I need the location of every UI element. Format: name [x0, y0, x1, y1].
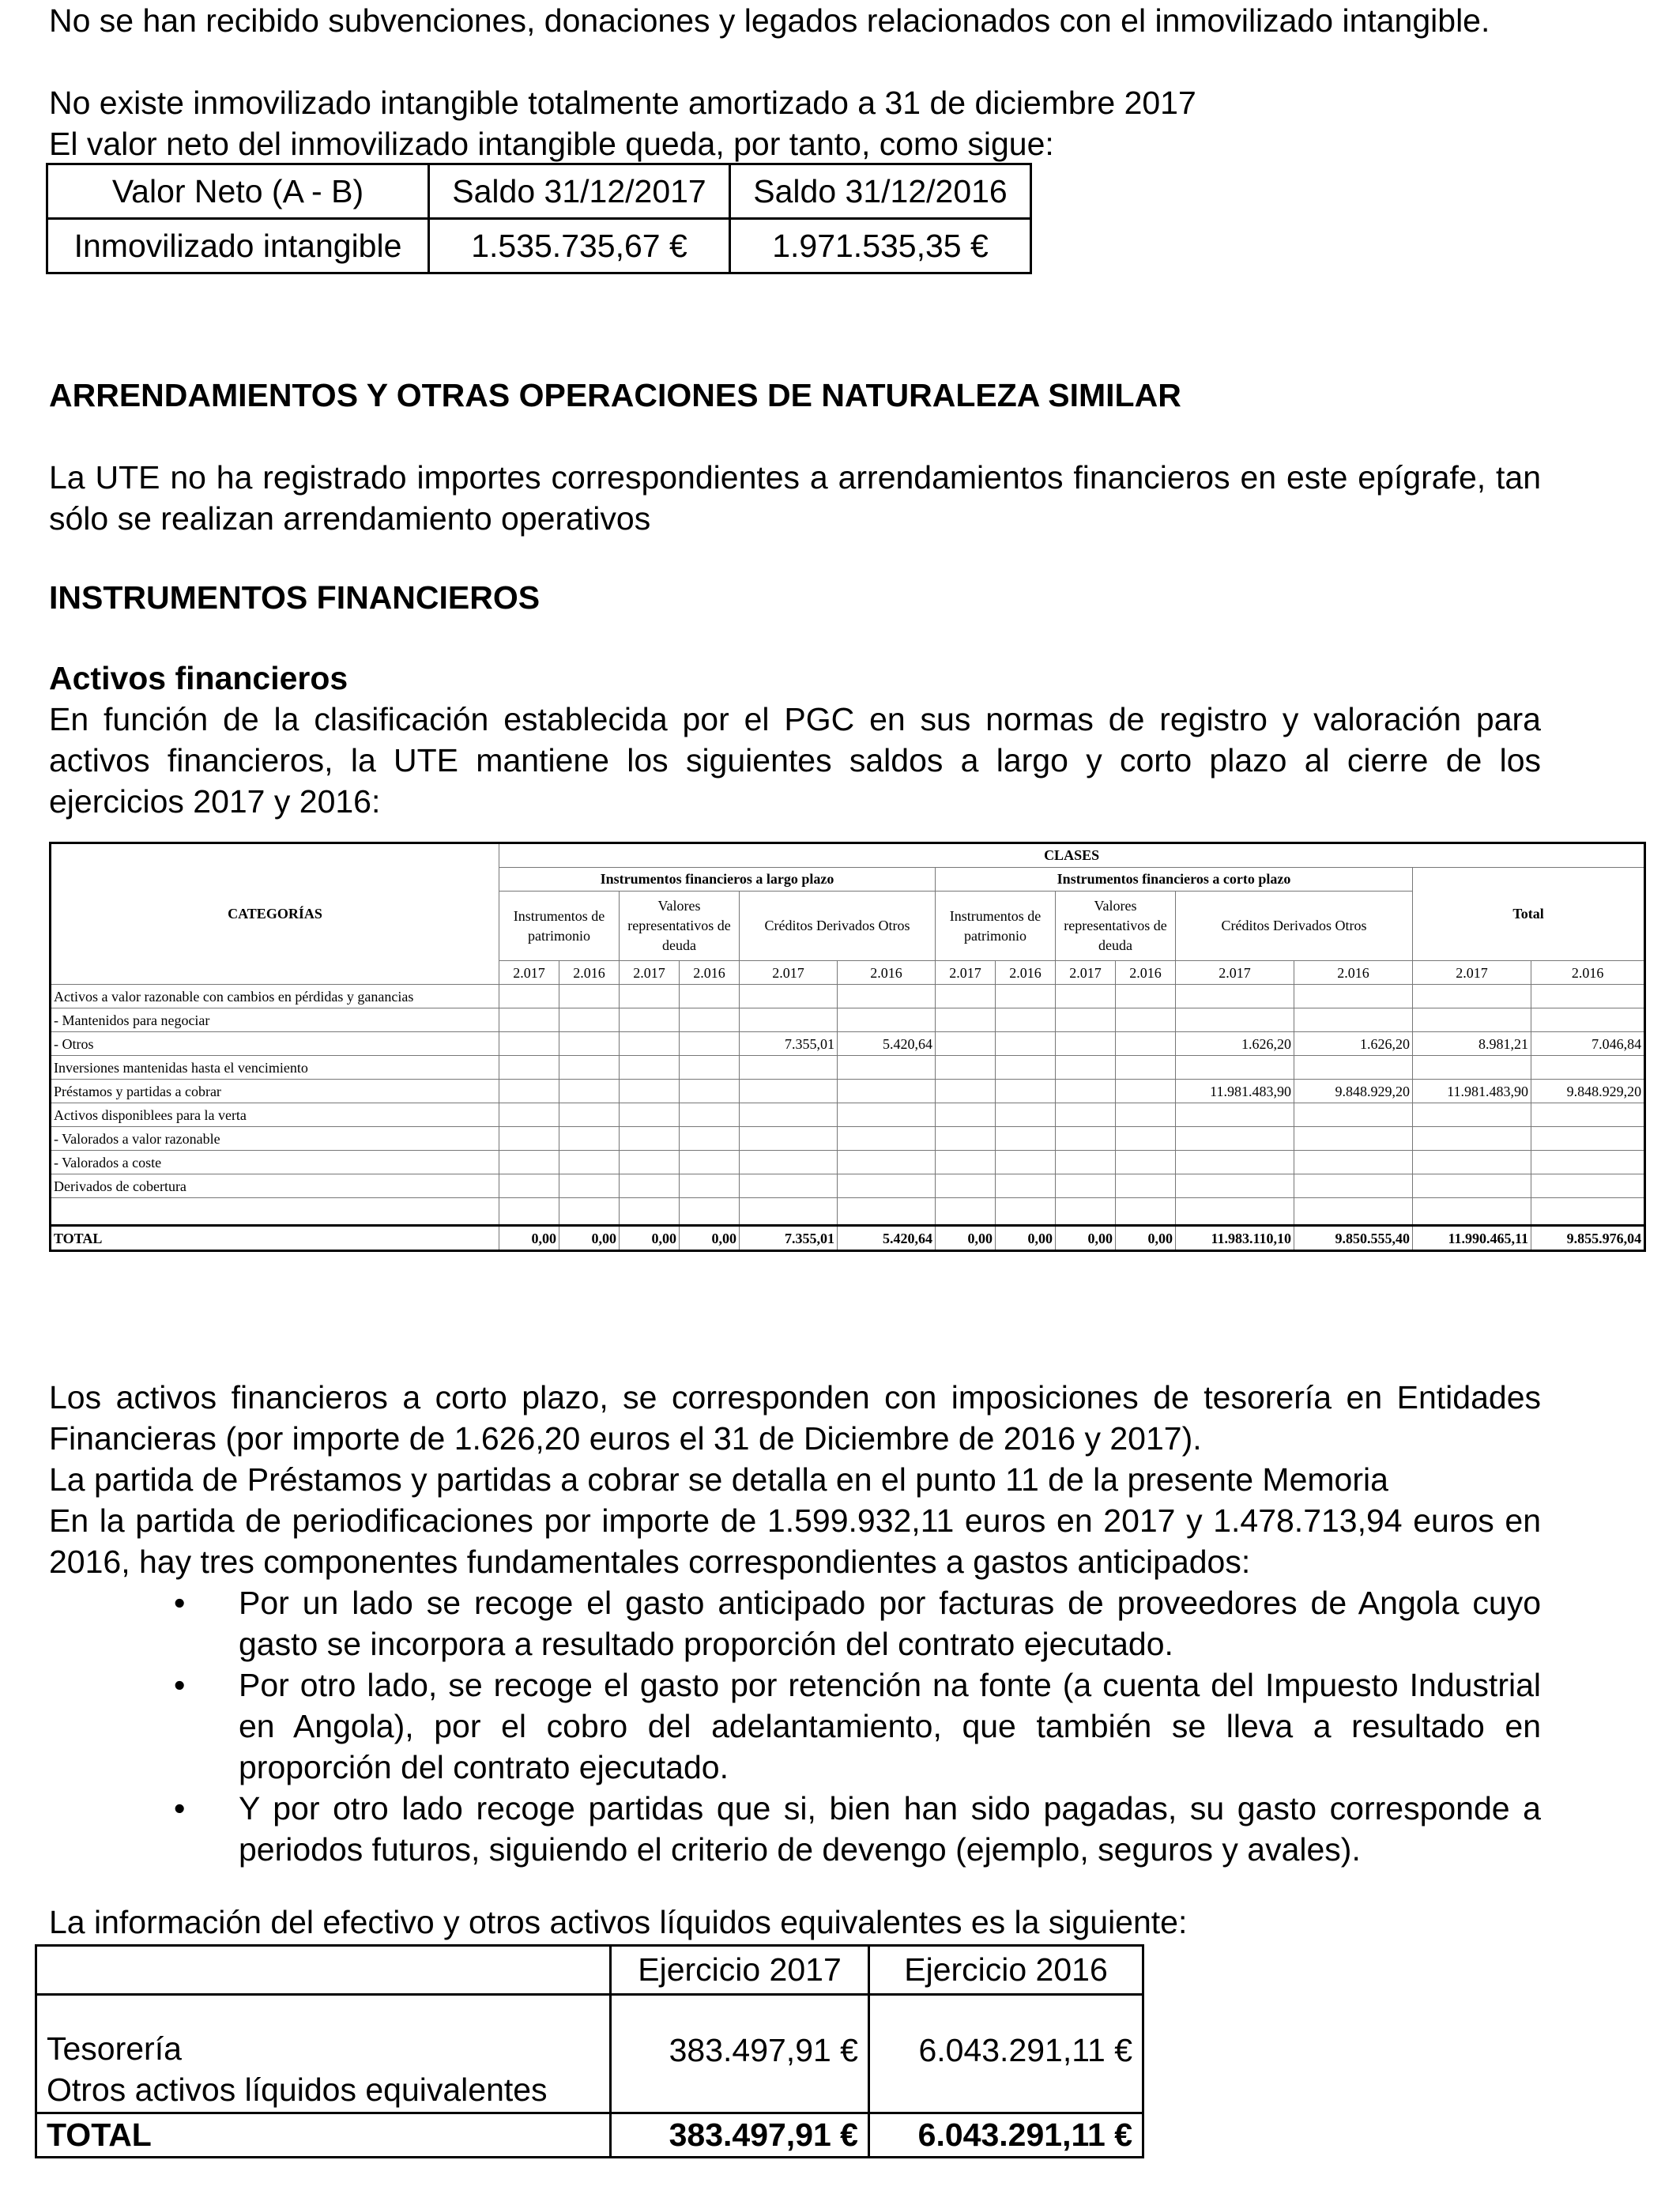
list-item: • Y por otro lado recoge partidas que si, bien han sido pagadas, su gasto corresponde a periodos futuros, siguiendo el criterio de devengo (ejemplo, seguros y avales). — [158, 1788, 1541, 1870]
table-cell — [996, 1056, 1056, 1080]
ef-total-2017: 383.497,91 € — [611, 2113, 869, 2158]
table-cell — [1531, 985, 1645, 1008]
total-cell: 11.990.465,11 — [1413, 1226, 1531, 1251]
table-cell — [559, 1080, 620, 1103]
lp-valores-header: Valores representativos de deuda — [620, 892, 740, 961]
table-row — [51, 1127, 1645, 1151]
table-cell — [499, 1056, 559, 1080]
table-cell — [1116, 1056, 1176, 1080]
year-cell: 2.017 — [740, 961, 838, 985]
table-cell — [680, 1174, 740, 1198]
table-cell — [499, 1151, 559, 1174]
total-cell: 5.420,64 — [838, 1226, 936, 1251]
year-cell: 2.016 — [559, 961, 620, 985]
cp-valores-header: Valores representativos de deuda — [1056, 892, 1176, 961]
year-cell: 2.017 — [936, 961, 996, 985]
table-cell — [620, 1008, 680, 1032]
total-cell: 0,00 — [559, 1226, 620, 1251]
table-cell — [1413, 1008, 1531, 1032]
table-cell — [499, 1174, 559, 1198]
year-cell: 2.016 — [996, 961, 1056, 985]
prestamos-paragraph: La partida de Préstamos y partidas a cobrar se detalla en el punto 11 de la presente Memoria — [49, 1461, 1388, 1498]
table-cell — [1413, 1174, 1531, 1198]
table-cell — [996, 1103, 1056, 1127]
table-cell — [559, 1056, 620, 1080]
table-cell — [1056, 985, 1116, 1008]
table-cell — [499, 1008, 559, 1032]
table-cell — [1116, 1151, 1176, 1174]
row-label: Derivados de cobertura — [51, 1174, 499, 1198]
table-cell — [1294, 1174, 1413, 1198]
table-cell: 9.848.929,20 — [1294, 1080, 1413, 1103]
table-cell — [1294, 1151, 1413, 1174]
row-label: Activos a valor razonable con cambios en pérdidas y ganancias — [51, 985, 499, 1008]
year-cell: 2.016 — [1116, 961, 1176, 985]
table-cell — [620, 985, 680, 1008]
year-cell: 2.016 — [838, 961, 936, 985]
table-cell — [499, 1127, 559, 1151]
table-cell — [936, 985, 996, 1008]
table-cell — [1176, 1008, 1294, 1032]
table-cell — [1176, 1056, 1294, 1080]
efectivo-intro: La información del efectivo y otros activos líquidos equivalentes es la siguiente: — [49, 1904, 1188, 1940]
year-cell: 2.016 — [1294, 961, 1413, 985]
clases-header: CLASES — [499, 843, 1645, 868]
table-cell — [996, 1127, 1056, 1151]
table-cell — [620, 1151, 680, 1174]
table-cell: 7.046,84 — [1531, 1032, 1645, 1056]
table-cell — [1056, 1103, 1116, 1127]
table-cell — [559, 1174, 620, 1198]
year-cell: 2.016 — [1531, 961, 1645, 985]
table-cell — [620, 1056, 680, 1080]
vn-row-2016: 1.971.535,35 € — [730, 219, 1031, 273]
table-row — [51, 985, 1645, 1008]
table-cell — [620, 1127, 680, 1151]
total-label: TOTAL — [51, 1226, 499, 1251]
row-label: - Valorados a coste — [51, 1151, 499, 1174]
table-cell — [559, 1008, 620, 1032]
table-cell — [620, 1174, 680, 1198]
table-cell — [1056, 1032, 1116, 1056]
valor-neto-table — [46, 163, 1032, 274]
ef-otros-label: Otros activos líquidos equivalentes — [47, 2071, 548, 2108]
table-cell — [996, 1151, 1056, 1174]
table-cell — [740, 1151, 838, 1174]
total-row — [51, 1226, 1645, 1251]
year-cell: 2.017 — [1056, 961, 1116, 985]
ef-tesoreria-2017: 383.497,91 € — [611, 1995, 869, 2113]
table-cell — [838, 1151, 936, 1174]
table-cell — [1116, 1127, 1176, 1151]
table-cell — [559, 1032, 620, 1056]
table-cell — [1056, 1151, 1116, 1174]
list-item: • Por otro lado, se recoge el gasto por retención na fonte (a cuenta del Impuesto Industrial en Angola), por el cobro del adelantamiento, que también se lleva a resultado en proporción del contrato ejecutado. — [158, 1664, 1541, 1788]
table-cell — [680, 985, 740, 1008]
table-cell: 1.626,20 — [1176, 1032, 1294, 1056]
total-cell: 0,00 — [499, 1226, 559, 1251]
table-cell — [680, 1032, 740, 1056]
table-cell: 5.420,64 — [838, 1032, 936, 1056]
cp-creditos-header: Créditos Derivados Otros — [1176, 892, 1413, 961]
table-cell — [559, 985, 620, 1008]
table-cell — [740, 1103, 838, 1127]
corto-plazo-header: Instrumentos financieros a corto plazo — [936, 868, 1413, 892]
categorias-header: CATEGORÍAS — [51, 843, 499, 985]
table-cell — [559, 1103, 620, 1127]
table-cell — [1176, 1151, 1294, 1174]
table-cell — [1531, 1056, 1645, 1080]
total-cell: 0,00 — [1056, 1226, 1116, 1251]
table-cell: 1.626,20 — [1294, 1032, 1413, 1056]
table-cell — [1413, 1056, 1531, 1080]
table-row — [51, 1103, 1645, 1127]
row-label: - Valorados a valor razonable — [51, 1127, 499, 1151]
year-cell: 2.017 — [620, 961, 680, 985]
table-cell — [996, 1032, 1056, 1056]
table-cell — [620, 1032, 680, 1056]
year-cell: 2.017 — [499, 961, 559, 985]
corto-plazo-paragraph: Los activos financieros a corto plazo, se corresponden con imposiciones de tesorería en Entidades Financieras (por importe de 1.626,20 euros el 31 de Diciembre de 2016 y 2017). — [49, 1379, 1541, 1457]
table-cell — [936, 1080, 996, 1103]
row-label: - Otros — [51, 1032, 499, 1056]
arrendamientos-title: ARRENDAMIENTOS Y OTRAS OPERACIONES DE NATURALEZA SIMILAR — [49, 377, 1181, 413]
table-cell — [936, 1056, 996, 1080]
table-cell — [838, 1174, 936, 1198]
table-cell — [559, 1127, 620, 1151]
table-cell — [499, 985, 559, 1008]
intro-paragraph-subvenciones: No se han recibido subvenciones, donaciones y legados relacionados con el inmovilizado intangible. — [49, 2, 1490, 39]
table-cell — [559, 1151, 620, 1174]
ef-header-2016: Ejercicio 2016 — [869, 1946, 1143, 1995]
lp-patrimonio-header: Instrumentos de patrimonio — [499, 892, 620, 961]
table-cell — [1056, 1174, 1116, 1198]
activos-subtitle: Activos financieros — [49, 660, 348, 696]
table-cell — [838, 1008, 936, 1032]
table-cell — [740, 1174, 838, 1198]
table-cell — [740, 1080, 838, 1103]
table-row — [51, 1151, 1645, 1174]
total-cell: 0,00 — [620, 1226, 680, 1251]
vn-row-2017: 1.535.735,67 € — [429, 219, 730, 273]
ef-total-label: TOTAL — [36, 2113, 611, 2158]
vn-row-label: Inmovilizado intangible — [47, 219, 429, 273]
table-cell — [1116, 1032, 1176, 1056]
table-cell — [680, 1103, 740, 1127]
table-cell — [1116, 1008, 1176, 1032]
table-cell — [680, 1056, 740, 1080]
periodificaciones-paragraph: En la partida de periodificaciones por importe de 1.599.932,11 euros en 2017 y 1.478.713,94 euros en 2016, hay tres componentes fundamentales correspondientes a gastos anticipados: — [49, 1502, 1541, 1580]
bullet-icon: • — [174, 1790, 186, 1826]
table-cell — [499, 1032, 559, 1056]
ef-header-empty — [36, 1946, 611, 1995]
total-header: Total — [1413, 868, 1645, 961]
table-row — [51, 1080, 1645, 1103]
year-cell: 2.016 — [680, 961, 740, 985]
table-cell — [1294, 985, 1413, 1008]
bullet-icon: • — [174, 1667, 186, 1703]
table-cell: 8.981,21 — [1413, 1032, 1531, 1056]
table-cell — [996, 1008, 1056, 1032]
vn-header-2017: Saldo 31/12/2017 — [429, 164, 730, 219]
table-cell — [740, 1127, 838, 1151]
table-cell — [1176, 1103, 1294, 1127]
table-cell — [1531, 1008, 1645, 1032]
table-cell: 9.848.929,20 — [1531, 1080, 1645, 1103]
table-cell — [740, 985, 838, 1008]
bullet-icon: • — [174, 1585, 186, 1621]
table-cell — [1294, 1127, 1413, 1151]
total-cell: 0,00 — [680, 1226, 740, 1251]
table-cell — [838, 1127, 936, 1151]
table-cell — [1176, 1174, 1294, 1198]
table-cell — [1116, 985, 1176, 1008]
table-cell — [936, 1151, 996, 1174]
row-label: Activos disponiblees para la verta — [51, 1103, 499, 1127]
table-cell — [620, 1080, 680, 1103]
table-cell — [1294, 1056, 1413, 1080]
table-cell — [936, 1032, 996, 1056]
ef-tesoreria-label: Tesorería — [47, 2030, 182, 2067]
row-label: Préstamos y partidas a cobrar — [51, 1080, 499, 1103]
year-cell: 2.017 — [1413, 961, 1531, 985]
table-cell: 11.981.483,90 — [1176, 1080, 1294, 1103]
ef-total-2016: 6.043.291,11 € — [869, 2113, 1143, 2158]
table-cell: 7.355,01 — [740, 1032, 838, 1056]
table-cell — [1531, 1103, 1645, 1127]
total-cell: 7.355,01 — [740, 1226, 838, 1251]
table-cell: 11.981.483,90 — [1413, 1080, 1531, 1103]
table-cell — [680, 1008, 740, 1032]
table-cell — [499, 1103, 559, 1127]
table-cell — [620, 1103, 680, 1127]
total-cell: 0,00 — [936, 1226, 996, 1251]
table-cell — [936, 1127, 996, 1151]
row-label: Inversiones mantenidas hasta el vencimiento — [51, 1056, 499, 1080]
table-cell — [1056, 1080, 1116, 1103]
total-cell: 0,00 — [1116, 1226, 1176, 1251]
vn-header-2016: Saldo 31/12/2016 — [730, 164, 1031, 219]
table-cell — [1116, 1103, 1176, 1127]
table-cell — [1056, 1056, 1116, 1080]
table-cell — [996, 1174, 1056, 1198]
total-cell: 9.850.555,40 — [1294, 1226, 1413, 1251]
table-cell — [740, 1008, 838, 1032]
table-cell — [1413, 1127, 1531, 1151]
table-cell — [838, 1056, 936, 1080]
lp-creditos-header: Créditos Derivados Otros — [740, 892, 936, 961]
table-cell — [1531, 1127, 1645, 1151]
list-item: • Por un lado se recoge el gasto anticipado por facturas de proveedores de Angola cuyo gasto se incorpora a resultado proporción del contrato ejecutado. — [158, 1582, 1541, 1664]
arrendamientos-text: La UTE no ha registrado importes correspondientes a arrendamientos financieros en este epígrafe, tan sólo se realizan arrendamiento operativos — [49, 459, 1541, 537]
year-cell: 2.017 — [1176, 961, 1294, 985]
activos-financieros-table — [49, 842, 1646, 1252]
instrumentos-title: INSTRUMENTOS FINANCIEROS — [49, 579, 541, 616]
vn-header-concept: Valor Neto (A - B) — [47, 164, 429, 219]
table-cell — [1294, 1103, 1413, 1127]
table-cell — [1176, 985, 1294, 1008]
table-cell — [680, 1080, 740, 1103]
table-cell — [936, 1103, 996, 1127]
table-cell — [838, 1080, 936, 1103]
total-cell: 0,00 — [996, 1226, 1056, 1251]
table-cell — [996, 985, 1056, 1008]
table-cell — [1116, 1080, 1176, 1103]
table-row — [51, 1056, 1645, 1080]
table-cell — [1413, 1151, 1531, 1174]
table-cell — [838, 1103, 936, 1127]
table-cell — [1531, 1174, 1645, 1198]
table-cell — [1413, 985, 1531, 1008]
table-cell — [740, 1056, 838, 1080]
spacer-row — [51, 1198, 1645, 1226]
total-cell: 9.855.976,04 — [1531, 1226, 1645, 1251]
cp-patrimonio-header: Instrumentos de patrimonio — [936, 892, 1056, 961]
table-cell — [1056, 1008, 1116, 1032]
table-cell — [1413, 1103, 1531, 1127]
table-cell — [1116, 1174, 1176, 1198]
table-cell — [1176, 1127, 1294, 1151]
table-cell — [1056, 1127, 1116, 1151]
table-cell — [680, 1151, 740, 1174]
largo-plazo-header: Instrumentos financieros a largo plazo — [499, 868, 936, 892]
table-cell — [936, 1174, 996, 1198]
gastos-anticipados-list — [158, 1582, 1541, 1870]
table-cell — [680, 1127, 740, 1151]
table-row — [51, 1032, 1645, 1056]
table-cell — [499, 1080, 559, 1103]
efectivo-table — [35, 1944, 1144, 2158]
table-cell — [1294, 1008, 1413, 1032]
ef-tesoreria-2016: 6.043.291,11 € — [869, 1995, 1143, 2113]
table-cell — [996, 1080, 1056, 1103]
table-cell — [936, 1008, 996, 1032]
intro-line-amortizado: No existe inmovilizado intangible totalmente amortizado a 31 de diciembre 2017 — [49, 85, 1196, 121]
table-cell — [1531, 1151, 1645, 1174]
table-cell — [838, 985, 936, 1008]
ef-header-2017: Ejercicio 2017 — [611, 1946, 869, 1995]
table-row — [51, 1008, 1645, 1032]
total-cell: 11.983.110,10 — [1176, 1226, 1294, 1251]
instrumentos-text: En función de la clasificación establecida por el PGC en sus normas de registro y valoración para activos financieros, la UTE mantiene los siguientes saldos a largo y corto plazo al cierre de los ejercicios 2017 y 2016: — [49, 701, 1541, 820]
table-row — [51, 1174, 1645, 1198]
intro-line-valor-neto: El valor neto del inmovilizado intangible queda, por tanto, como sigue: — [49, 126, 1054, 162]
row-label: - Mantenidos para negociar — [51, 1008, 499, 1032]
